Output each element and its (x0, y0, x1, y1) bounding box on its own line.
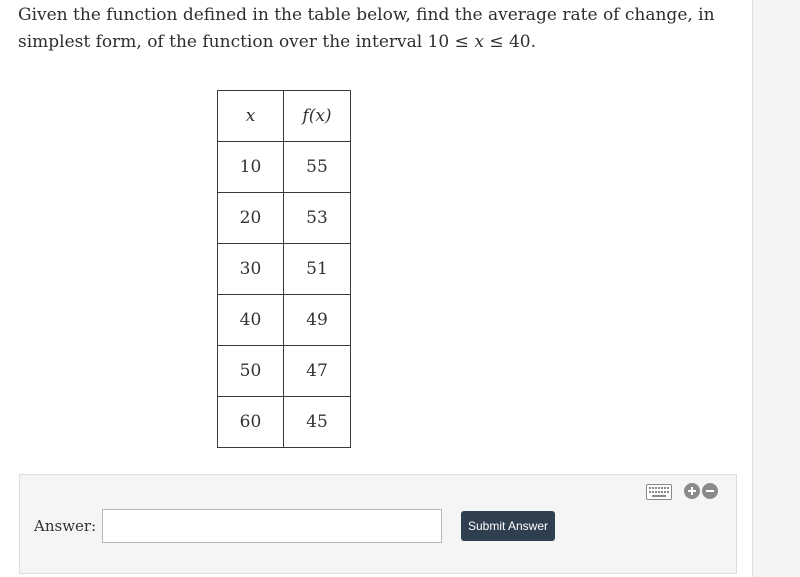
question-text (18, 2, 738, 56)
table-row (218, 346, 351, 397)
cell-x: 20 (218, 193, 284, 244)
cell-fx: 47 (284, 346, 351, 397)
table-row (218, 193, 351, 244)
table-row (218, 142, 351, 193)
question-period: . (530, 32, 537, 52)
table-row (218, 295, 351, 346)
le-symbol: ≤ (489, 32, 504, 52)
table-header-row (218, 91, 351, 142)
zoom-in-icon[interactable] (684, 483, 700, 499)
cell-x: 60 (218, 397, 284, 448)
cell-fx: 53 (284, 193, 351, 244)
table-row (218, 397, 351, 448)
le-symbol: ≤ (454, 32, 469, 52)
interval-expression (428, 32, 531, 52)
header-fx: f(x) (284, 91, 351, 142)
function-table (217, 90, 351, 448)
header-x: x (218, 91, 284, 142)
cell-fx: 45 (284, 397, 351, 448)
zoom-out-icon[interactable] (702, 483, 718, 499)
question-prompt: Given the function defined in the table below, find the average rate of change, in simplest form, of the function over the interval (18, 5, 715, 52)
scroll-gutter (753, 0, 800, 577)
interval-low: 10 (427, 32, 450, 52)
submit-answer-button[interactable]: Submit Answer (461, 511, 555, 541)
cell-fx: 51 (284, 244, 351, 295)
cell-x: 10 (218, 142, 284, 193)
cell-fx: 55 (284, 142, 351, 193)
cell-x: 50 (218, 346, 284, 397)
answer-label: Answer: (34, 517, 97, 535)
interval-variable: x (474, 32, 484, 52)
answer-input[interactable] (102, 509, 442, 543)
answer-panel (19, 474, 737, 574)
cell-x: 40 (218, 295, 284, 346)
table-row (218, 244, 351, 295)
cell-x: 30 (218, 244, 284, 295)
cell-fx: 49 (284, 295, 351, 346)
interval-high: 40 (508, 32, 531, 52)
keyboard-icon[interactable] (646, 484, 672, 500)
